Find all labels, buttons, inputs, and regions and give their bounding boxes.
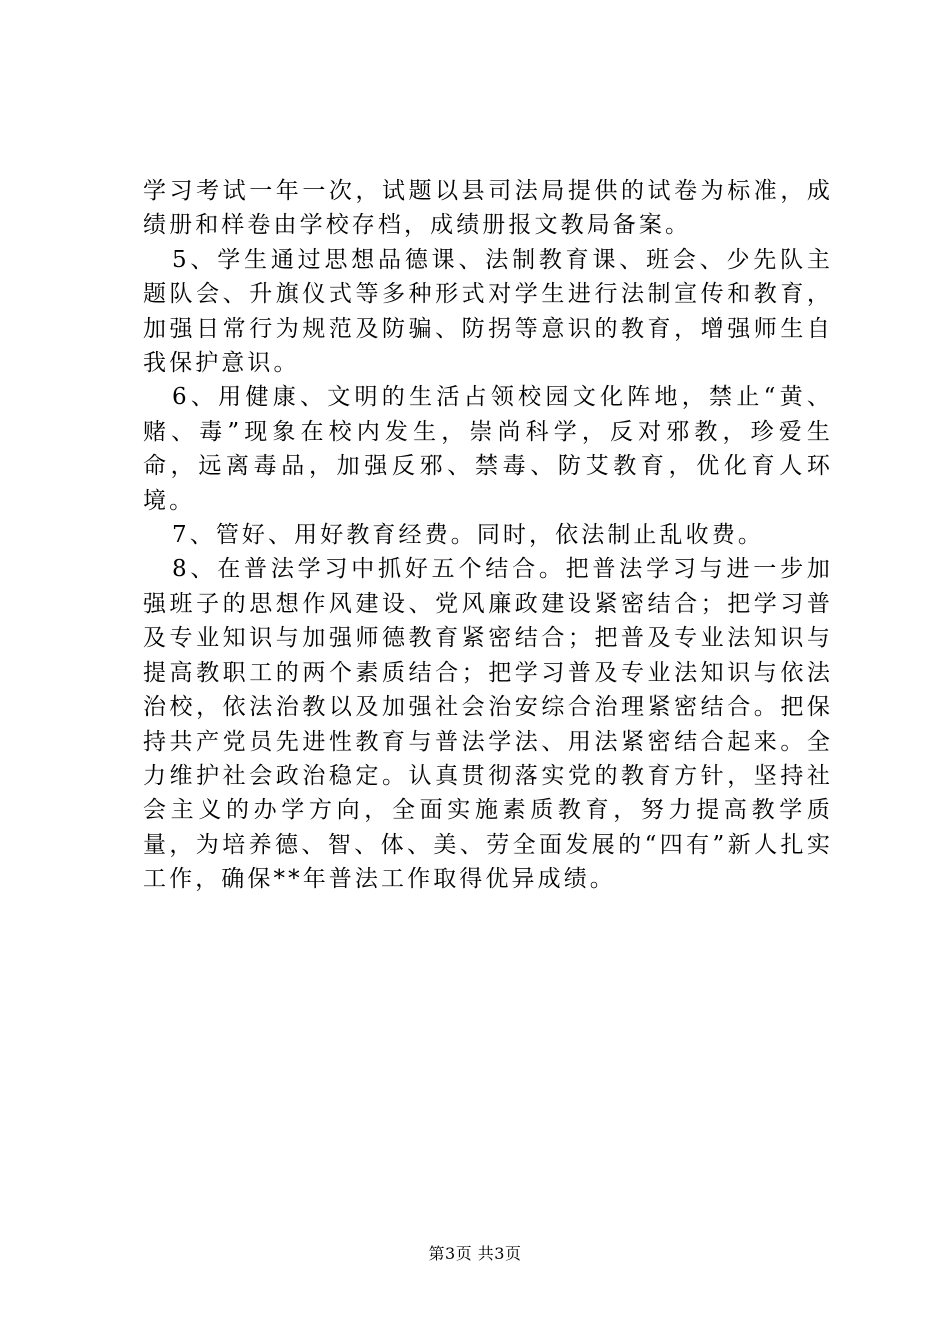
page-footer: 第3页 共3页	[428, 1244, 522, 1263]
paragraph-item-5: 5、学生通过思想品德课、法制教育课、班会、少先队主题队会、升旗仪式等多种形式对学生进行法制宣传和教育，加强日常行为规范及防骗、防拐等意识的教育，增强师生自我保护意识。	[143, 246, 833, 377]
paragraph-item-7: 7、管好、用好教育经费。同时，依法制止乱收费。	[172, 522, 764, 549]
paragraph-item-8: 8、在普法学习中抓好五个结合。把普法学习与进一步加强班子的思想作风建设、党风廉政建设紧密结合；把学习普及专业知识与加强师德教育紧密结合；把普及专业法知识与提高教职工的两个素质结合；把学习普及专业法知识与依法治校，依法治教以及加强社会治安综合治理紧密结合。把保持共产党员先进性教育与普法学法、用法紧密结合起来。全力维护社会政治稳定。认真贯彻落实党的教育方针，坚持社会主义的办学方向，全面实施素质教育，努力提高教学质量，为培养德、智、体、美、劳全面发展的“四有”新人扎实工作，确保**年普法工作取得优异成绩。	[143, 556, 833, 893]
document-body	[143, 174, 833, 897]
paragraph-continuation: 学习考试一年一次，试题以县司法局提供的试卷为标准，成绩册和样卷由学校存档，成绩册报文教局备案。	[143, 178, 833, 239]
paragraph-item-6: 6、用健康、文明的生活占领校园文化阵地，禁止“黄、赌、毒”现象在校内发生，崇尚科学，反对邪教，珍爱生命，远离毒品，加强反邪、禁毒、防艾教育，优化育人环境。	[143, 384, 833, 514]
